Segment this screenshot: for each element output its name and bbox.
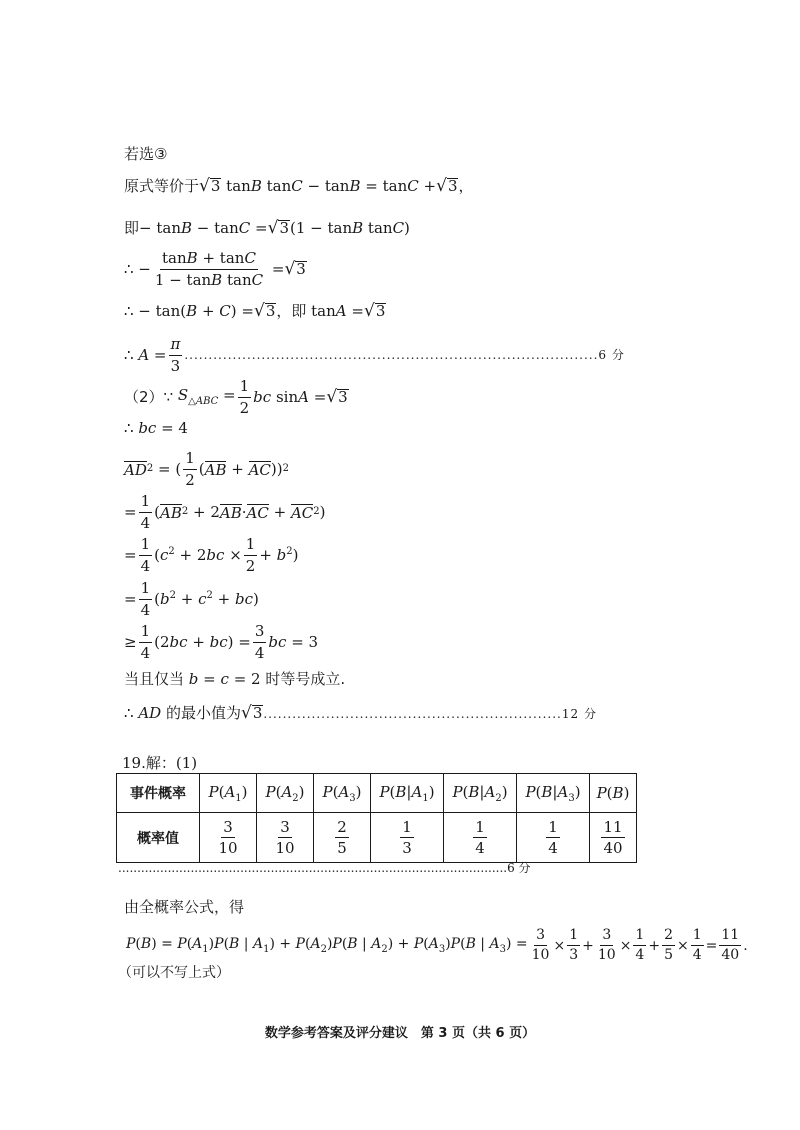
sqrt-3: √ 3	[199, 176, 221, 196]
table-cell: $P(B|A_1)$	[371, 774, 444, 813]
table-cell: $P(A_1)$	[200, 774, 257, 813]
table-cell: P(B)	[590, 774, 637, 813]
equation-line-8: ∴ bc = 4	[124, 419, 188, 437]
equation-line-9: AD 2 = ( $\frac{1}{2}$ ( AB + AC )) 2	[124, 449, 289, 489]
score-marker: ..............................................................12 分	[263, 706, 597, 721]
equation-line-6: ∴ A = $\frac{\pi}{3}$ ......................................................................................6 分	[124, 335, 625, 375]
equation-line-12: = $\frac{1}{4}$ $(b^2 + c^2 + bc)$	[124, 579, 259, 619]
fraction: $\frac{1}{4}$	[140, 579, 151, 619]
table-row	[117, 774, 637, 813]
part-label: （2）∵	[124, 387, 174, 406]
condition-text: 当且仅当	[124, 670, 185, 688]
equation-line-13: ≥ $\frac{1}{4}$ (2bc + bc) = $\frac{3}{4}$ bc = 3	[124, 622, 319, 662]
total-probability-label: 由全概率公式，得	[124, 898, 245, 916]
fraction: $\frac{\tan B + \tan C}{\text{1 − tanB tanC}}$	[154, 249, 264, 289]
probability-table	[116, 773, 637, 863]
table-cell: $P(A_3)$	[314, 774, 371, 813]
equation-prefix: 即	[124, 219, 140, 237]
optional-note: （可以不写上式）	[118, 965, 230, 981]
equation-line-2: 原式等价于 √ 3 tanB tanC − tanB = tanC + √ 3 ，	[124, 176, 474, 196]
table-cell: $P(B|A_3)$	[517, 774, 590, 813]
equation-line-15: ∴ AD 的最小值为 √ 3 ..............................................................12 分	[124, 703, 597, 723]
fraction: $\frac{1}{2}$	[185, 449, 195, 489]
sqrt-3: √ 3	[436, 176, 458, 196]
equation-line-11: = $\frac{1}{4}$ ($c^2 + 2bc$ × $\frac{1}{2}$ + $b^2$)	[124, 535, 299, 575]
fraction: $\frac{1}{2}$	[245, 535, 256, 575]
sqrt-3: √ 3	[253, 301, 276, 321]
fraction: $\frac{3}{4}$	[254, 622, 265, 662]
fraction: $\frac{1}{4}$	[140, 492, 151, 532]
score-marker: ......................................................................................6 分	[184, 348, 625, 362]
question-19-label: 19.解：(1)	[122, 754, 198, 772]
table-row	[117, 813, 637, 863]
sqrt-3: √ 3	[284, 258, 306, 279]
min-value-text: 的最小值为	[165, 704, 241, 722]
table-cell: $\frac{1}{4}$	[444, 813, 517, 863]
fraction: $\frac{\pi}{3}$	[170, 335, 181, 375]
table-cell: $\frac{1}{4}$	[517, 813, 590, 863]
table-value-label: 概率值	[117, 813, 200, 863]
table-cell: $P(A_2)$	[257, 774, 314, 813]
equation-line-7: （2）∵ $S_{\triangle ABC}$ = $\frac{1}{2}$ bc sinA = √ 3	[124, 377, 348, 417]
table-cell: $\frac{3}{10}$	[200, 813, 257, 863]
score-marker: ......................................................................................................6 分	[118, 861, 531, 875]
equation-line-5: ∴ − tan(B + C) = √ 3 ，即 tanA = √ 3	[124, 301, 386, 321]
note: ，即	[276, 302, 307, 320]
fraction: $\frac{1}{4}$	[140, 535, 151, 575]
total-probability-formula: $P(B) = P(A_1)P(B$ | $A_1) + P(A_2)P(B$ | $A_2) + P(A_3)P(B$ | $A_3$) = $\frac{3}{10}$ × $\frac{1}{3}$ + $\frac{3}{10}$ × $\frac{1}{4}$ + $\frac{2}{5}$ × $\frac{1}{4}$ = $\frac{11}{40}$ .	[126, 927, 748, 964]
table-cell: $\frac{3}{10}$	[257, 813, 314, 863]
sqrt-3: √ 3	[326, 386, 348, 407]
table-cell: $\frac{2}{5}$	[314, 813, 371, 863]
fraction: $\frac{1}{2}$	[239, 377, 250, 417]
condition-tail: 时等号成立.	[265, 670, 346, 688]
equation-prefix: 原式等价于	[124, 177, 200, 195]
sqrt-3: √ 3	[267, 218, 289, 238]
equation-line-4: ∴ − $\frac{\tan B + \tan C}{\text{1 − tanB tanC}}$ = √ 3	[124, 249, 306, 289]
fraction: $\frac{1}{4}$	[140, 622, 151, 662]
table-cell: $\frac{1}{3}$	[371, 813, 444, 863]
sqrt-3: √ 3	[240, 703, 263, 723]
expression: tanB tanC − tanB = tanC +	[221, 177, 437, 195]
page-footer: 数学参考答案及评分建议 第 3 页（共 6 页）	[264, 1026, 536, 1041]
table-header-label: 事件概率	[117, 774, 200, 813]
sqrt-3: √ 3	[363, 301, 386, 321]
table-cell: $\frac{11}{40}$	[590, 813, 637, 863]
equation-line-3: 即 − tanB − tanC = √ 3 (1 − tanB tanC)	[124, 218, 410, 238]
table-cell: $P(B|A_2)$	[444, 774, 517, 813]
equation-line-14: 当且仅当 b = c = 2 时等号成立.	[124, 670, 346, 688]
case-label: 若选③	[124, 145, 168, 163]
equation-line-10: = $\frac{1}{4}$ ( AB 2 + 2 AB · AC + AC 2 )	[124, 492, 326, 532]
